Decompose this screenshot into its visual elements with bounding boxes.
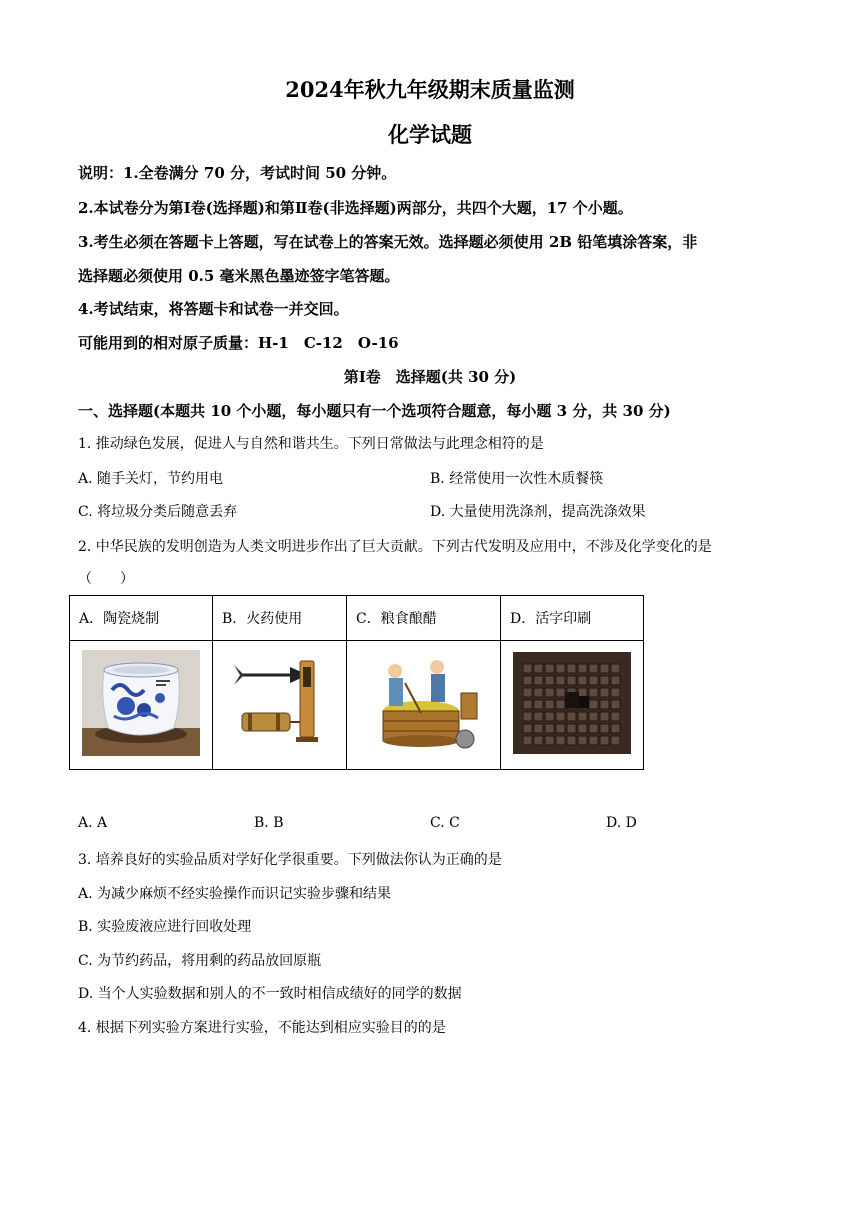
q1-option-a: A. 随手关灯，节约用电: [78, 471, 224, 487]
printing-image-cell: [501, 641, 644, 770]
q3-stem: 3. 培养良好的实验品质对学好化学很重要。下列做法你认为正确的是: [78, 852, 502, 868]
porcelain-image-cell: [70, 641, 213, 770]
q2-option-a: A. A: [78, 815, 108, 831]
section-title: 第Ⅰ卷 选择题(共 30 分): [343, 368, 517, 386]
movable-type-image: [513, 652, 631, 754]
instruction-2: 2.本试卷分为第Ⅰ卷(选择题)和第Ⅱ卷(非选择题)两部分，共四个大题，17 个小题。: [78, 199, 633, 217]
table-cell-b: B．火药使用: [213, 596, 347, 641]
exam-title: 2024年秋九年级期末质量监测: [285, 77, 575, 102]
table-cell-a: A．陶瓷烧制: [70, 596, 213, 641]
q3-option-a: A. 为减少麻烦不经实验操作而识记实验步骤和结果: [78, 886, 392, 902]
q2-options-table: [69, 595, 644, 770]
q2-stem: 2. 中华民族的发明创造为人类文明进步作出了巨大贡献。下列古代发明及应用中，不涉及化学变化的是: [78, 539, 712, 555]
instruction-4: 4.考试结束，将答题卡和试卷一并交回。: [78, 300, 349, 318]
q3-option-c: C. 为节约药品，将用剩的药品放回原瓶: [78, 953, 322, 969]
instruction-1: 说明：1.全卷满分 70 分，考试时间 50 分钟。: [78, 164, 397, 182]
q2-option-b: B. B: [254, 815, 284, 831]
q1-option-b: B. 经常使用一次性木质餐筷: [430, 471, 604, 487]
instruction-3-cont: 选择题必须使用 0.5 毫米黑色墨迹签字笔答题。: [78, 267, 400, 285]
vinegar-brewing-image: [365, 653, 483, 753]
table-cell-c: C．粮食酿醋: [347, 596, 501, 641]
q3-option-d: D. 当个人实验数据和别人的不一致时相信成绩好的同学的数据: [78, 986, 462, 1002]
gunpowder-rocket-image: [230, 655, 330, 751]
porcelain-jar-image: [82, 650, 200, 756]
instruction-3: 3.考生必须在答题卡上答题，写在试卷上的答案无效。选择题必须使用 2B 铅笔填涂答案，非: [78, 233, 698, 251]
vinegar-image-cell: [347, 641, 501, 770]
exam-subtitle: 化学试题: [388, 122, 472, 147]
q3-option-b: B. 实验废液应进行回收处理: [78, 919, 252, 935]
q1-option-c: C. 将垃圾分类后随意丢弃: [78, 504, 238, 520]
q4-stem: 4. 根据下列实验方案进行实验，不能达到相应实验目的的是: [78, 1020, 446, 1036]
q1-stem: 1. 推动绿色发展，促进人与自然和谐共生。下列日常做法与此理念相符的是: [78, 436, 544, 452]
q2-option-c: C. C: [430, 815, 460, 831]
gunpowder-image-cell: [213, 641, 347, 770]
atomic-mass-note: 可能用到的相对原子质量：H-1 C-12 O-16: [78, 334, 399, 352]
table-cell-d: D．活字印刷: [501, 596, 644, 641]
q2-paren: （ ）: [78, 571, 134, 587]
q1-option-d: D. 大量使用洗涤剂，提高洗涤效果: [430, 504, 646, 520]
q2-option-d: D. D: [606, 815, 637, 831]
section-heading: 一、选择题(本题共 10 个小题，每小题只有一个选项符合题意，每小题 3 分，共 30 分): [78, 402, 671, 420]
